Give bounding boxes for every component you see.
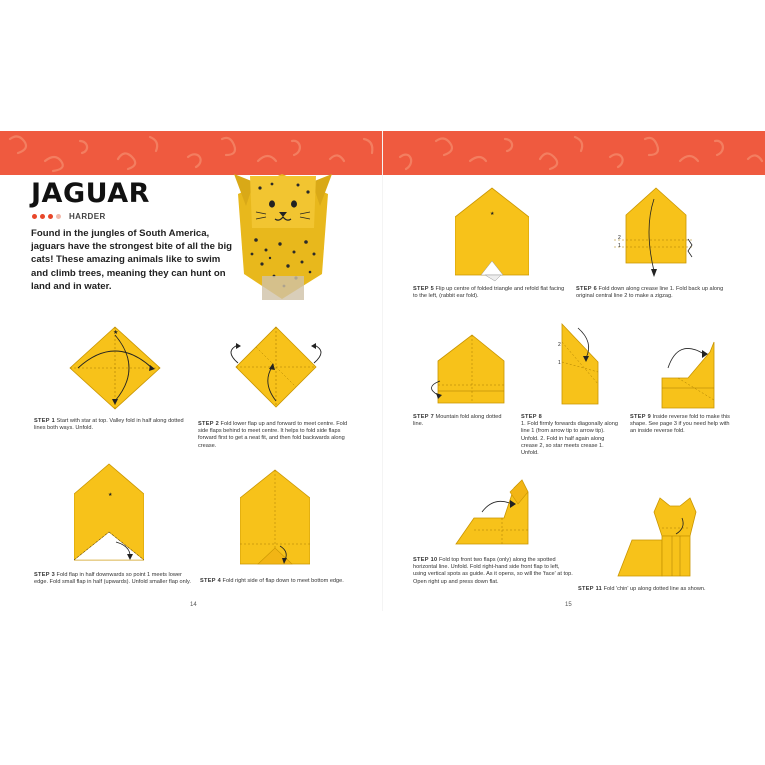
step-11-label: STEP 11	[578, 586, 603, 592]
crease-label-1: 1	[558, 360, 561, 366]
step-5-caption	[413, 286, 569, 300]
step-5-label: STEP 5	[413, 286, 434, 292]
step-9-label: STEP 9	[630, 414, 651, 420]
step-5-diagram	[455, 187, 529, 283]
step-8-text: 1. Fold firmly forwards diagonally along line 1 (from arrow tip to arrow tip). Unfold. 2. Fold in half again along crease 2, so star meets crease 1. Unfold.	[521, 421, 619, 457]
step-9-diagram	[648, 338, 720, 410]
step-2-caption	[198, 421, 358, 450]
step-10-text: Fold top front two flaps (only) along the spotted horizontal line. Unfold. Fold right-hand side front flap to left, using vertical spots as guide. As it opens, so will the 'face' at top. Open right up and press down flat.	[413, 557, 573, 585]
difficulty-dot	[56, 214, 61, 219]
step-4-caption	[200, 578, 360, 585]
step-2-label: STEP 2	[198, 421, 219, 427]
step-2-diagram	[224, 325, 328, 411]
step-7-text: Mountain fold along dotted line.	[413, 414, 502, 428]
page-gutter	[382, 131, 383, 611]
step-9-text: Inside reverse fold to make this shape. See page 3 if you need help with an inside reverse fold.	[630, 414, 730, 435]
page-number-left: 14	[190, 602, 197, 608]
step-4-diagram	[240, 468, 310, 568]
step-6-label: STEP 6	[576, 286, 597, 292]
step-11-caption	[578, 586, 738, 593]
step-6-caption	[576, 286, 730, 300]
svg-text:★: ★	[490, 211, 495, 217]
step-11-text: Fold 'chin' up along dotted line as shown.	[603, 586, 706, 592]
step-3-caption	[34, 572, 196, 586]
step-4-label: STEP 4	[200, 578, 221, 584]
step-9-caption	[630, 414, 734, 436]
crease-label-1: 1	[618, 243, 621, 249]
step-3-label: STEP 3	[34, 572, 55, 578]
step-8-caption	[521, 414, 621, 457]
step-1-text: Start with star at top. Valley fold in half along dotted lines both ways. Unfold.	[34, 418, 184, 432]
page-number-right: 15	[565, 602, 572, 608]
page-title: JAGUAR	[31, 178, 150, 209]
step-6-diagram	[614, 187, 694, 279]
step-6-text: Fold down along crease line 1. Fold back up along original central line 2 to make a zigzag.	[576, 286, 724, 300]
step-8-diagram	[542, 322, 606, 408]
svg-text:★: ★	[108, 492, 113, 498]
svg-text:★: ★	[113, 330, 119, 336]
step-10-caption	[413, 557, 573, 586]
step-10-diagram	[452, 478, 532, 546]
step-11-diagram	[614, 496, 698, 578]
step-1-label: STEP 1	[34, 418, 55, 424]
crease-label-2: 2	[618, 235, 621, 241]
step-1-diagram	[62, 325, 168, 411]
step-7-label: STEP 7	[413, 414, 434, 420]
step-2-text: Fold lower flap up and forward to meet centre. Fold side flaps behind to meet centre. It helps to fold side flaps forward first to get a neat fit, and then fold backwards along crease.	[198, 421, 348, 449]
step-7-caption	[413, 414, 503, 428]
finished-jaguar-model	[232, 154, 334, 304]
step-3-text: Fold flap in half downwards so point 1 meets lower edge. Fold small flap in half (upwards). Unfold smaller flap only.	[34, 572, 191, 586]
step-8-label: STEP 8	[521, 414, 542, 420]
difficulty-label: HARDER	[69, 212, 106, 221]
difficulty-dot	[48, 214, 53, 219]
intro-paragraph: Found in the jungles of South America, jaguars have the strongest bite of all the big cats! These amazing animals like to swim and climb trees, meaning they can hunt on land and in water.	[31, 228, 232, 292]
crease-label-2: 2	[558, 342, 561, 348]
step-4-text: Fold right side of flap down to meet bottom edge.	[222, 578, 344, 584]
step-7-diagram	[428, 333, 506, 409]
difficulty-dot	[40, 214, 45, 219]
step-3-diagram	[74, 462, 144, 562]
step-1-caption	[34, 418, 194, 432]
step-10-label: STEP 10	[413, 557, 438, 563]
step-5-text: Flip up centre of folded triangle and refold flat facing to the left, (rabbit ear fold).	[413, 286, 565, 300]
difficulty-dot	[32, 214, 37, 219]
difficulty-rating	[32, 212, 106, 221]
